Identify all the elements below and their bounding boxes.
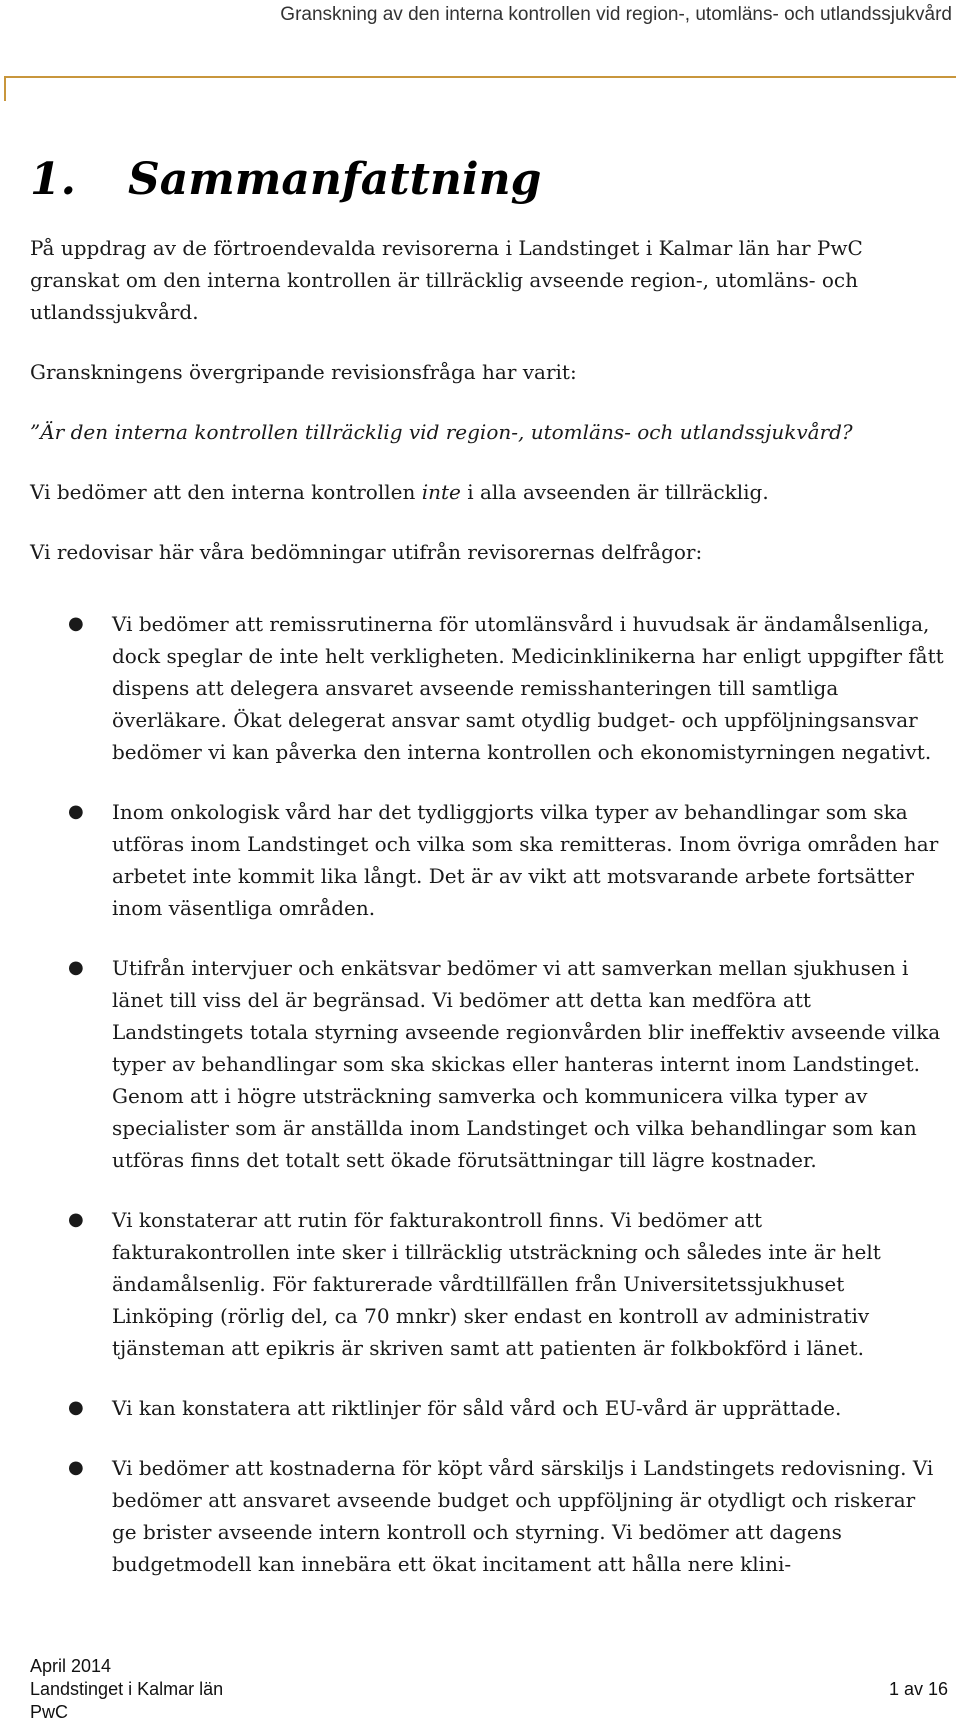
list-item (30, 1392, 945, 1424)
header-rule (4, 76, 956, 78)
bullet-icon: ● (68, 801, 84, 822)
finding-text: Vi bedömer att kostnaderna för köpt vård särskiljs i Landstingets redovisning. Vi bedömer att ansvaret avseende budget och uppföljning är otydligt och riskerar ge brister avseende intern kontroll och styrning. Vi bedömer att dagens budgetmodell kan innebära ett ökat incitament att hålla nere klini- (112, 1456, 934, 1576)
footer-company: PwC (30, 1702, 69, 1722)
assessment-text-end: i alla avseenden är tillräcklig. (460, 480, 769, 504)
list-item (30, 1204, 945, 1364)
bullet-icon: ● (68, 1397, 84, 1418)
list-item (30, 796, 945, 924)
revision-question: ”Är den interna kontrollen tillräcklig vid region-, utomläns- och utlandssjukvård? (30, 420, 853, 444)
list-item (30, 608, 945, 768)
bullet-icon: ● (68, 1457, 84, 1478)
section-number: 1. (30, 154, 76, 205)
overall-assessment (30, 476, 945, 508)
section-title: Sammanfattning (127, 154, 542, 205)
list-item (30, 1452, 945, 1580)
page-footer (30, 1655, 223, 1724)
bullet-icon: ● (68, 957, 84, 978)
running-header-title: Granskning av den interna kontrollen vid region-, utomläns- och utlandssjukvård (280, 4, 952, 25)
section-heading (30, 150, 945, 210)
finding-text: Vi kan konstatera att riktlinjer för såld vård och EU-vård är upprättade. (112, 1396, 842, 1420)
finding-text: Vi konstaterar att rutin för fakturakontroll finns. Vi bedömer att fakturakontrollen inte sker i tillräcklig utsträckning och således inte är helt ändamålsenlig. För fakturerade vårdtillfällen från Universitetssjukhuset Linköping (rörlig del, ca 70 mnkr) sker endast en kontroll av administrativ tjänsteman att epikris är skriven samt att patienten är folkbokförd i länet. (112, 1208, 881, 1360)
footer-date: April 2014 (30, 1656, 112, 1676)
list-item (30, 952, 945, 1176)
intro-paragraph: På uppdrag av de förtroendevalda revisorerna i Landstinget i Kalmar län har PwC granskat om den interna kontrollen är tillräcklig avseende region-, utomläns- och utlandssjukvård. (30, 236, 863, 324)
revision-question-lead: Granskningens övergripande revisionsfråga har varit: (30, 360, 577, 384)
assessment-emphasis: inte (421, 480, 461, 504)
header-rule-tick (4, 76, 6, 101)
finding-text: Inom onkologisk vård har det tydliggjorts vilka typer av behandlingar som ska utföras inom Landstinget och vilka som ska remitteras. Inom övriga områden har arbetet inte kommit lika långt. Det är av vikt att motsvarande arbete fortsätter inom väsentliga områden. (112, 800, 939, 920)
finding-text: Utifrån intervjuer och enkätsvar bedömer vi att samverkan mellan sjukhusen i länet till viss del är begränsad. Vi bedömer att detta kan medföra att Landstingets totala styrning avseende regionvården blir ineffektiv avseende vilka typer av behandlingar som ska skickas eller hanteras internt inom Landstinget. Genom att i högre utsträckning samverka och kommunicera vilka typer av specialister som är anställda inom Landstinget och vilka behandlingar som kan utföras finns det totalt sett ökade förutsättningar till lägre kostnader. (112, 956, 941, 1172)
page-content (30, 150, 945, 1608)
finding-text: Vi bedömer att remissrutinerna för utomlänsvård i huvudsak är ändamålsenliga, dock speglar de inte helt verkligheten. Medicinklinikerna har enligt uppgifter fått dispens att delegera ansvaret avseende remisshanteringen till samtliga överläkare. Ökat delegerat ansvar samt otydlig budget- och uppföljningsansvar bedömer vi kan påverka den interna kontrollen och ekonomistyrningen negativt. (112, 612, 944, 764)
bullet-icon: ● (68, 1209, 84, 1230)
page-number: 1 av 16 (888, 1679, 948, 1699)
findings-list (30, 608, 945, 1580)
bullet-icon: ● (68, 613, 84, 634)
assessment-text-start: Vi bedömer att den interna kontrollen (30, 480, 422, 504)
footer-organisation: Landstinget i Kalmar län (30, 1679, 224, 1699)
subquestions-lead: Vi redovisar här våra bedömningar utifrån revisorernas delfrågor: (30, 540, 703, 564)
